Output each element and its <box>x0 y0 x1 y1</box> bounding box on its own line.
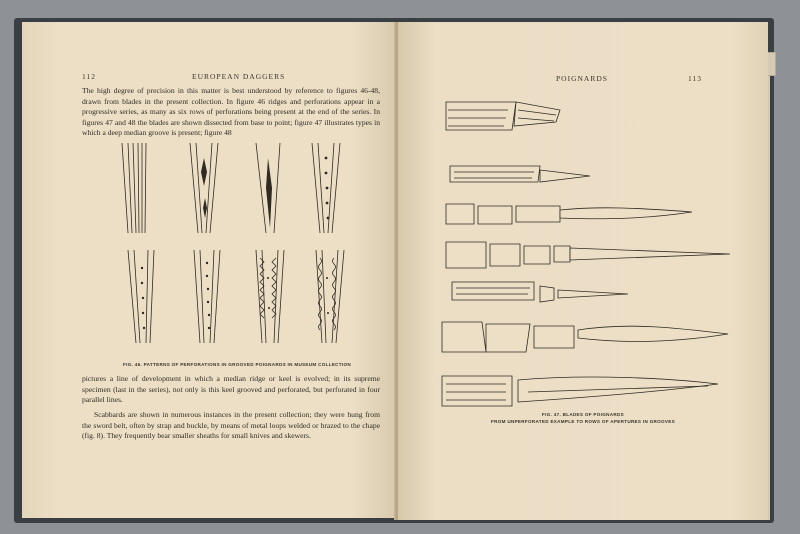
figure-47-caption-line2: FROM UNPERFORATED EXAMPLE TO ROWS OF APERTURES IN GROOVES <box>491 419 675 424</box>
right-page <box>398 22 768 520</box>
left-page-number: 112 <box>82 72 96 81</box>
figure-47-caption-line1: FIG. 47. BLADES OF POIGNARDS <box>542 412 624 417</box>
figure-46 <box>116 138 360 358</box>
left-paragraph-1: The high degree of precision in this matter is best understood by reference to figures 46-48, drawn from blades in the present collection. In figure 46 ridges and perforations appear in a progressive series, as many as six rows of perforations being present at the end of the series. In figures 47 and 48 the blades are shown dissected from base to point; figure 47 illustrates types in which a deep median groove is present; figure 48 <box>82 86 380 138</box>
figure-47 <box>428 86 748 416</box>
left-page <box>22 22 396 518</box>
left-running-head: EUROPEAN DAGGERS <box>192 72 286 81</box>
right-page-number: 113 <box>688 74 702 83</box>
left-paragraph-3: Scabbards are shown in numerous instances in the present collection; they were hung from the sword belt, often by strap and buckle, by means of metal loops welded or brazed to the chape (fig. 8). They frequently bear smaller sheaths for small knives and skewers. <box>82 410 380 441</box>
right-running-head: POIGNARDS <box>556 74 608 83</box>
left-paragraph-2: pictures a line of development in which a median ridge or keel is evolved; in its supreme specimen (last in the series), not only is this keel grooved and perforated, but perforated in four parallel lines. <box>82 374 380 405</box>
figure-46-caption: FIG. 46. PATTERNS OF PERFORATIONS IN GROOVED POIGNARDS IN MUSEUM COLLECTION <box>123 362 351 367</box>
